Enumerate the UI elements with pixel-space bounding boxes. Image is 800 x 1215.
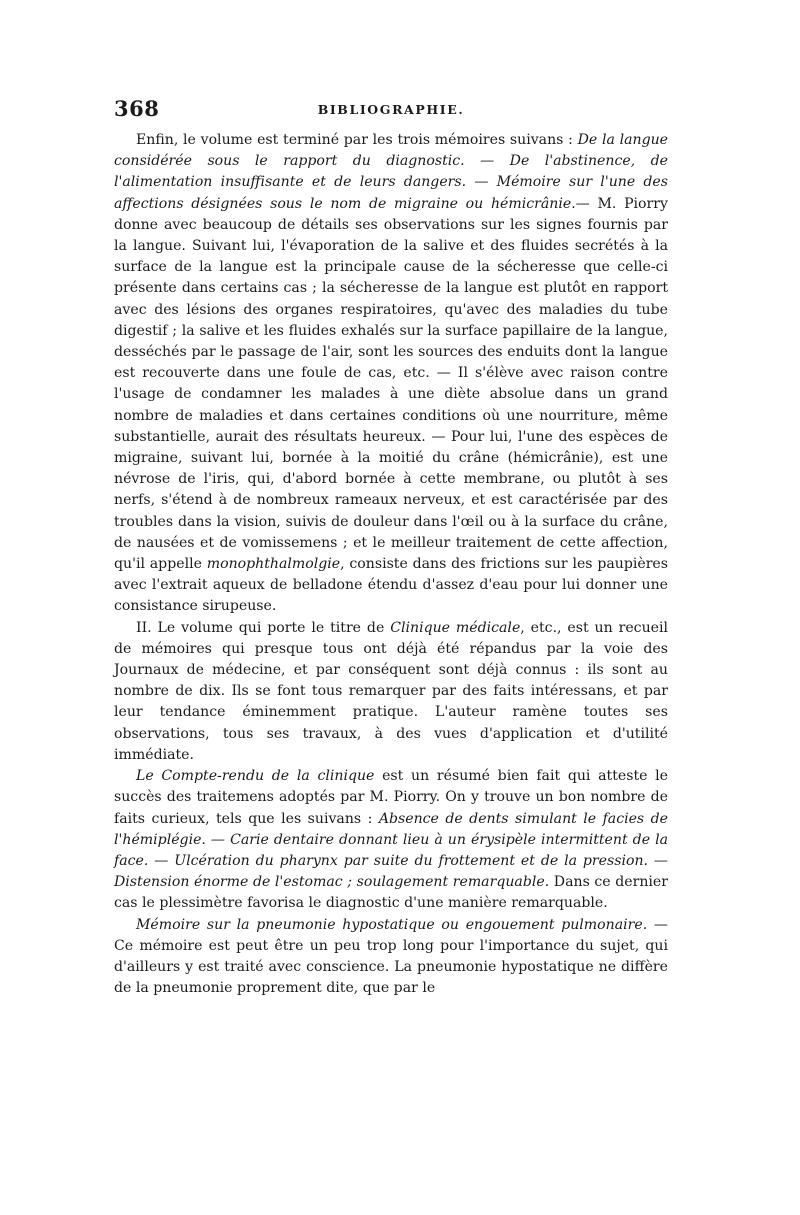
text-run: , consiste dans des frictions sur les paupières avec l'extrait aqueux de belladone étendu d'assez d'eau pour lui donner une consistance sirupeuse. [114, 556, 669, 615]
running-head [114, 96, 668, 130]
text-run: Enfin, le volume est terminé par les trois mémoires suivans : [136, 132, 578, 148]
paragraph [114, 618, 668, 766]
italic-text: Clinique médicale [390, 619, 521, 636]
text-run: II. Le volume qui porte le titre de [136, 619, 391, 636]
body-text [114, 130, 668, 999]
page-number: 368 [114, 96, 160, 121]
text-run: , etc., est un recueil de mémoires qui presque tous ont déjà été répandus par la voie des Journaux de médecine, et par conséquent sont déjà connus : ils sont au nombre de dix. Ils se font tous remarquer par des faits intéressans, et par leur tendance éminemment pratique. L'auteur ramène toutes ses observations, tous ses travaux, à des vues d'application et d'utilité immédiate. [114, 619, 669, 763]
running-title: BIBLIOGRAPHIE. [317, 102, 465, 117]
italic-text: De la langue considérée sous le rapport du diagnostic. — De l'abstinence, de l'alimentation insuffisante et de leurs dangers. — Mémoire sur l'une des affections désignées sous le nom de migraine ou hémicrânie. [114, 132, 669, 212]
book-page [114, 96, 668, 999]
text-run: — Ce mémoire est peut être un peu trop long pour l'importance du sujet, qui d'ailleurs y est traité avec conscience. La pneumonie hypostatique ne diffère de la pneumonie proprement dite, que par le [114, 916, 669, 997]
paragraph [114, 766, 668, 914]
italic-text: monophthalmolgie [206, 556, 341, 573]
paragraph [114, 130, 668, 618]
italic-text: Absence de dents simulant le facies de l'hémiplégie. — Carie dentaire donnant lieu à un érysipèle intermittent de la face. — Ulcération du pharynx par suite du frottement et de la pression. — Distension énorme de l'estomac ; soulagement remarquable. [114, 810, 668, 891]
italic-text: Mémoire sur la pneumonie hypostatique ou engouement pulmonaire. [136, 916, 648, 933]
text-run: est un résumé bien fait qui atteste le succès des traitemens adoptés par M. Piorry. On y trouve un bon nombre de faits curieux, tels que les suivans : [114, 768, 668, 827]
paragraph [114, 915, 668, 1000]
text-run: — M. Piorry donne avec beaucoup de détails ses observations sur les signes fournis par la langue. Suivant lui, l'évaporation de la salive et des fluides secrétés à la surface de la langue est la principale cause de la sécheresse que celle-ci présente dans certains cas ; la sécheresse de la langue est plutôt en rapport avec des lésions des organes respiratoires, qu'avec des maladies du tube digestif ; la salive et les fluides exhalés sur la surface papillaire de la langue, desséchés par le passage de l'air, sont les sources des enduits dont la langue est recouverte dans une foule de cas, etc. — Il s'élève avec raison contre l'usage de condamner les malades à une diète absolue dans un grand nombre de maladies et dans certaines conditions où une nourriture, même substantielle, aurait des résultats heureux. — Pour lui, l'une des espèces de migraine, suivant lui, bornée à la moitié du crâne (hémicrânie), est une névrose de l'iris, qui, d'abord bornée à cette membrane, ou plutôt à ses nerfs, s'étend à de nombreux rameaux nerveux, et est caractérisée par des troubles dans la vision, suivis de douleur dans l'œil ou à la surface du crâne, de nausées et de vomissemens ; et le meilleur traitement de cette affection, qu'il appelle [114, 195, 668, 573]
text-run: Dans ce dernier cas le plessimètre favorisa le diagnostic d'une manière remarquable. [114, 874, 668, 912]
italic-text: Le Compte-rendu de la clinique [136, 768, 375, 785]
